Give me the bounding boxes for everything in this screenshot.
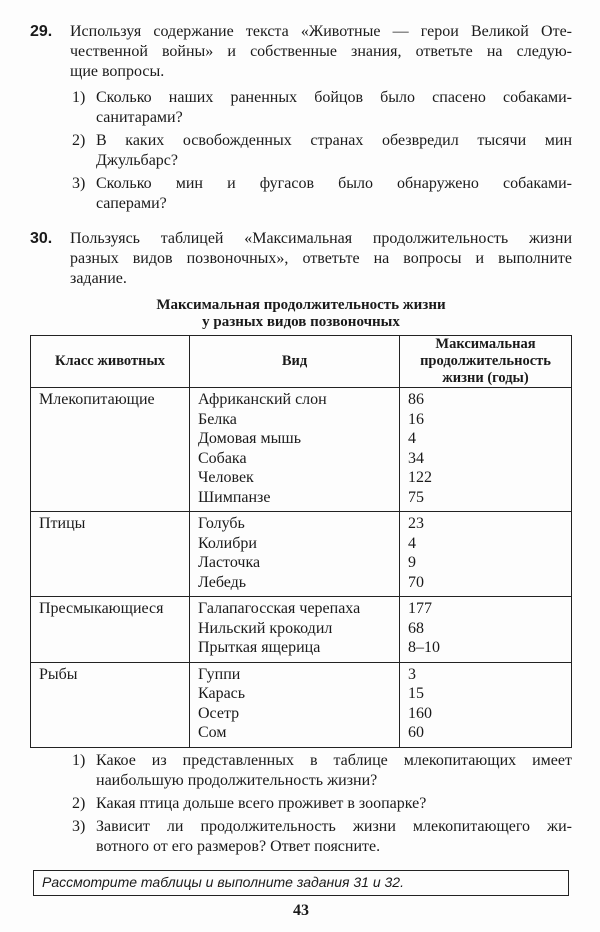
- species-name: Собака: [198, 449, 247, 467]
- question-item: [72, 794, 572, 814]
- table-row: [31, 597, 572, 663]
- text-line: санитарами?: [96, 109, 183, 126]
- class-cell: [31, 388, 190, 512]
- lifespan-value: 15: [408, 685, 424, 702]
- question-number: 2): [72, 794, 86, 812]
- species-name: Человек: [198, 469, 254, 486]
- table-title: [30, 297, 572, 331]
- table-row: [31, 512, 572, 597]
- lifespan-value: 16: [408, 410, 424, 428]
- lifespan-table: [30, 335, 572, 748]
- task-30-number: 30.: [30, 230, 53, 247]
- task-29: [30, 22, 572, 217]
- question-number: 1): [72, 751, 86, 769]
- lifespan-value: 68: [408, 619, 424, 637]
- table-group: [31, 512, 572, 597]
- question-number: 1): [72, 89, 86, 106]
- task-29-intro: [70, 22, 572, 82]
- lifespan-value: 23: [408, 515, 424, 532]
- task-29-questions: [70, 88, 572, 214]
- table-row: [31, 662, 572, 747]
- species-name: Сом: [198, 724, 227, 741]
- text-line: разных видов позвоночных», ответьте на вопросы и выполните: [70, 250, 572, 267]
- lifespan-cell: [400, 597, 572, 663]
- table-title-line: Максимальная продолжительность жизни: [156, 297, 446, 313]
- lifespan-value: 177: [408, 600, 432, 617]
- lifespan-value: 3: [408, 665, 416, 683]
- text-line: наибольшую продолжительность жизни?: [96, 771, 378, 789]
- text-line: вотного от его размеров? Ответ поясните.: [96, 837, 381, 855]
- text-line: Сколько наших раненных бойцов было спасено собаками-: [96, 89, 572, 106]
- task-29-number: 29.: [30, 23, 53, 40]
- text-line: чественной войны» и собственные знания, ответьте на следую-: [70, 43, 572, 60]
- lifespan-value: 34: [408, 449, 424, 467]
- species-cell: [190, 512, 400, 597]
- task-30-intro: [70, 229, 572, 289]
- question-number: 3): [72, 817, 86, 835]
- text-line: Зависит ли продолжительность жизни млекопитающего жи-: [96, 817, 572, 835]
- lifespan-cell: [400, 662, 572, 747]
- table-row: [31, 388, 572, 512]
- lifespan-value: 4: [408, 430, 416, 447]
- question-number: 3): [72, 175, 86, 192]
- task-30-questions: [70, 751, 572, 857]
- species-name: Белка: [198, 410, 237, 428]
- class-cell: [31, 597, 190, 663]
- lifespan-value: 4: [408, 534, 416, 552]
- text-line: задание.: [70, 270, 127, 287]
- species-name: Нильский крокодил: [198, 619, 333, 637]
- table-group: [31, 597, 572, 663]
- task-30: [30, 229, 572, 289]
- question-item: [72, 817, 572, 857]
- task-30-questions-wrap: [30, 748, 572, 860]
- species-name: Домовая мышь: [198, 430, 302, 447]
- species-name: Колибри: [198, 534, 257, 552]
- species-name: Осетр: [198, 704, 240, 722]
- species-name: Лебедь: [198, 573, 247, 591]
- species-name: Шимпанзе: [198, 488, 271, 506]
- question-item: [72, 88, 572, 128]
- question-item: [72, 131, 572, 171]
- text-line: Пользуясь таблицей «Максимальная продолжительность жизни: [70, 230, 572, 247]
- lifespan-value: 86: [408, 391, 424, 408]
- species-name: Карась: [198, 685, 246, 702]
- species-cell: [190, 662, 400, 747]
- class-name: Рыбы: [39, 665, 78, 683]
- lifespan-value: 60: [408, 724, 424, 741]
- page-number: 43: [293, 901, 309, 919]
- table-group: [31, 662, 572, 747]
- lifespan-value: 122: [408, 469, 432, 486]
- species-cell: [190, 388, 400, 512]
- text-line: щие вопросы.: [70, 63, 165, 80]
- header-lifespan: Максимальная продолжительность жизни (годы): [400, 336, 572, 388]
- class-name: Пресмыкающиеся: [39, 600, 164, 617]
- lifespan-cell: [400, 388, 572, 512]
- table-group: [31, 388, 572, 512]
- question-number: 2): [72, 132, 86, 149]
- table-title-line: у разных видов позвоночных: [202, 314, 400, 330]
- text-line: Сколько мин и фугасов было обнаружено собаками-: [96, 175, 572, 192]
- lifespan-value: 160: [408, 704, 432, 722]
- header-species: Вид: [190, 336, 400, 388]
- class-cell: [31, 512, 190, 597]
- text-line: саперами?: [96, 195, 167, 212]
- text-line: Используя содержание текста «Животные — герои Великой Оте-: [70, 23, 572, 40]
- species-name: Ласточка: [198, 554, 261, 571]
- lifespan-cell: [400, 512, 572, 597]
- species-cell: [190, 597, 400, 663]
- question-item: [72, 174, 572, 214]
- species-name: Гуппи: [198, 665, 241, 683]
- instruction-box: Рассмотрите таблицы и выполните задания 31 и 32.: [33, 870, 569, 896]
- lifespan-value: 75: [408, 488, 424, 506]
- lifespan-value: 70: [408, 573, 424, 591]
- species-name: Голубь: [198, 515, 245, 532]
- text-line: Джульбарс?: [96, 152, 178, 169]
- text-line: В каких освобожденных странах обезвредил тысячи мин: [96, 132, 572, 149]
- species-name: Африканский слон: [198, 391, 327, 408]
- species-name: Прыткая ящерица: [198, 639, 321, 656]
- species-name: Галапагосская черепаха: [198, 600, 361, 617]
- class-name: Птицы: [39, 515, 86, 532]
- text-line: Какое из представленных в таблице млекопитающих имеет: [96, 751, 572, 769]
- lifespan-value: 9: [408, 554, 416, 571]
- class-name: Млекопитающие: [39, 391, 155, 408]
- class-cell: [31, 662, 190, 747]
- question-item: [72, 751, 572, 791]
- lifespan-value: 8–10: [408, 639, 440, 656]
- header-class: Класс животных: [31, 336, 190, 388]
- text-line: Какая птица дольше всего проживет в зоопарке?: [96, 794, 427, 812]
